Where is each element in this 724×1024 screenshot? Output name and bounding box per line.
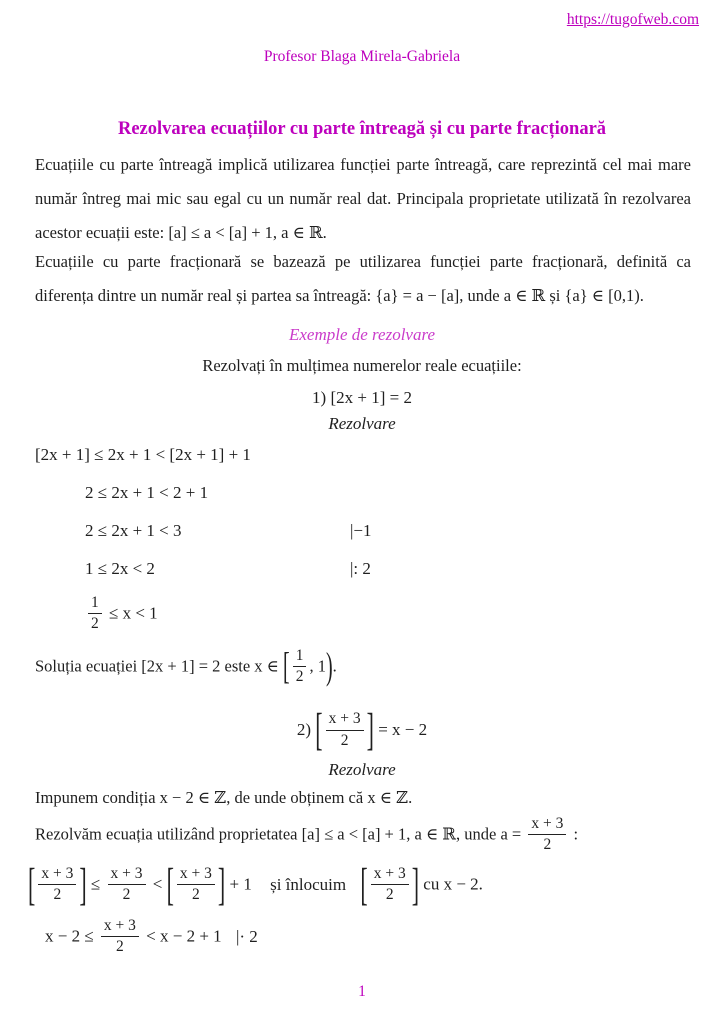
- right-bracket: ]: [79, 858, 87, 910]
- ex2-condition: Impunem condiția x − 2 ∈ ℤ, de unde obținem că x ∈ ℤ.: [35, 788, 413, 807]
- intro-paragraph-2-math: {a} = a − [a], unde a ∈ ℝ și {a} ∈ [0,1).: [375, 286, 644, 305]
- ex2-step-2-lhs: x − 2 ≤: [45, 926, 94, 946]
- ex1-step-5-rest: ≤ x < 1: [109, 603, 158, 623]
- ex1-solution-text: Soluția ecuației [2x + 1] = 2 este x ∈: [35, 656, 279, 676]
- fraction-x-plus-3-over-2: $\frac{x + 3}{2}$: [371, 865, 409, 905]
- intro-paragraph-2: [35, 245, 691, 313]
- ex1-step-3-equation: 2 ≤ 2x + 1 < 3: [85, 521, 182, 540]
- fraction-x-plus-3-over-2: $\frac{x + 3}{2}$: [101, 917, 139, 957]
- lt-sign: <: [152, 874, 163, 894]
- author-line: Profesor Blaga Mirela-Gabriela: [263, 48, 461, 65]
- ex1-solution-period: .: [332, 656, 337, 676]
- page-title: Rezolvarea ecuațiilor cu parte întreagă și cu parte fracționară: [117, 119, 607, 139]
- page-number: 1: [358, 983, 366, 1000]
- ex1-step-2: 2 ≤ 2x + 1 < 2 + 1: [85, 483, 209, 502]
- left-bracket: [: [28, 858, 36, 910]
- ex2-step-2: [45, 918, 258, 958]
- rezolvare-label-2: Rezolvare: [328, 760, 396, 779]
- fraction-x-plus-3-over-2: $\frac{x + 3}{2}$: [326, 710, 364, 750]
- ex1-step-4-equation: 1 ≤ 2x < 2: [85, 559, 155, 578]
- example-2-equation: [0, 703, 724, 757]
- left-bracket: [: [360, 858, 368, 910]
- examples-instruction: Rezolvați în mulțimea numerelor reale ecuațiile:: [202, 356, 522, 375]
- ex2-number: 2): [296, 720, 312, 739]
- left-bracket: [: [166, 858, 174, 910]
- fraction-x-plus-3-over-2: $\frac{x + 3}{2}$: [108, 865, 146, 905]
- right-bracket: ]: [217, 858, 226, 910]
- rezolvare-label-1: Rezolvare: [328, 414, 396, 433]
- ex2-step-1: [28, 858, 483, 910]
- fraction-x-plus-3-over-2: $\frac{x + 3}{2}$: [38, 865, 76, 905]
- right-bracket: ]: [366, 703, 374, 755]
- ex1-step-5: [85, 595, 158, 635]
- right-bracket: ]: [411, 858, 420, 910]
- ex2-step-1-text: și înlocuim: [270, 874, 347, 894]
- ex1-step-1: [2x + 1] ≤ 2x + 1 < [2x + 1] + 1: [35, 445, 251, 464]
- fraction-one-half: $\frac{1}{2}$: [293, 647, 307, 687]
- ex1-step-3: [85, 521, 372, 541]
- intro-paragraph-2-text: Ecuațiile cu parte fracționară se bazează pe utilizarea funcției parte fracționară, definită ca diferența dintre un număr real și partea sa întreagă:: [35, 252, 691, 305]
- intro-paragraph-1-math: [a] ≤ a < [a] + 1, a ∈ ℝ.: [168, 223, 327, 242]
- example-1-equation: 1) [2x + 1] = 2: [312, 388, 412, 407]
- ex2-property: [35, 816, 578, 856]
- ex2-property-colon: :: [573, 824, 579, 844]
- ex2-step-2-rhs: < x − 2 + 1: [146, 926, 222, 946]
- ex1-solution: [35, 645, 337, 688]
- examples-heading: Exemple de rezolvare: [288, 325, 435, 344]
- plus-one: + 1: [229, 874, 252, 894]
- ex2-rhs: = x − 2: [378, 720, 428, 739]
- left-bracket: [: [283, 645, 290, 688]
- ex2-step-1-end: cu x − 2.: [423, 874, 483, 894]
- header: [567, 11, 699, 29]
- ex2-property-text: Rezolvăm ecuația utilizând proprietatea [a] ≤ a < [a] + 1, a ∈ ℝ, unde a =: [35, 824, 522, 844]
- intro-paragraph-1-text: Ecuațiile cu parte întreagă implică utilizarea funcției parte întreagă, care reprezintă cel mai mare număr întreg mai mic sau egal cu un număr real dat. Principala proprietate utilizată în rezolvarea acestor ecuații este:: [35, 155, 691, 242]
- fraction-x-plus-3-over-2: $\frac{x + 3}{2}$: [528, 815, 566, 855]
- site-link[interactable]: https://tugofweb.com: [566, 11, 699, 28]
- ex2-step-2-operation: |· 2: [235, 926, 258, 946]
- ex1-step-3-operation: |−1: [350, 521, 372, 540]
- fraction-one-half: $\frac{1}{2}$: [88, 594, 102, 634]
- right-paren: ): [325, 645, 333, 688]
- ex1-solution-interval: , 1: [309, 656, 326, 676]
- leq-sign: ≤: [90, 874, 101, 894]
- intro-paragraph-1: [35, 148, 691, 250]
- ex1-step-4-operation: |: 2: [350, 559, 371, 578]
- ex1-step-4: [85, 559, 371, 579]
- fraction-x-plus-3-over-2: $\frac{x + 3}{2}$: [177, 865, 215, 905]
- left-bracket: [: [315, 703, 323, 755]
